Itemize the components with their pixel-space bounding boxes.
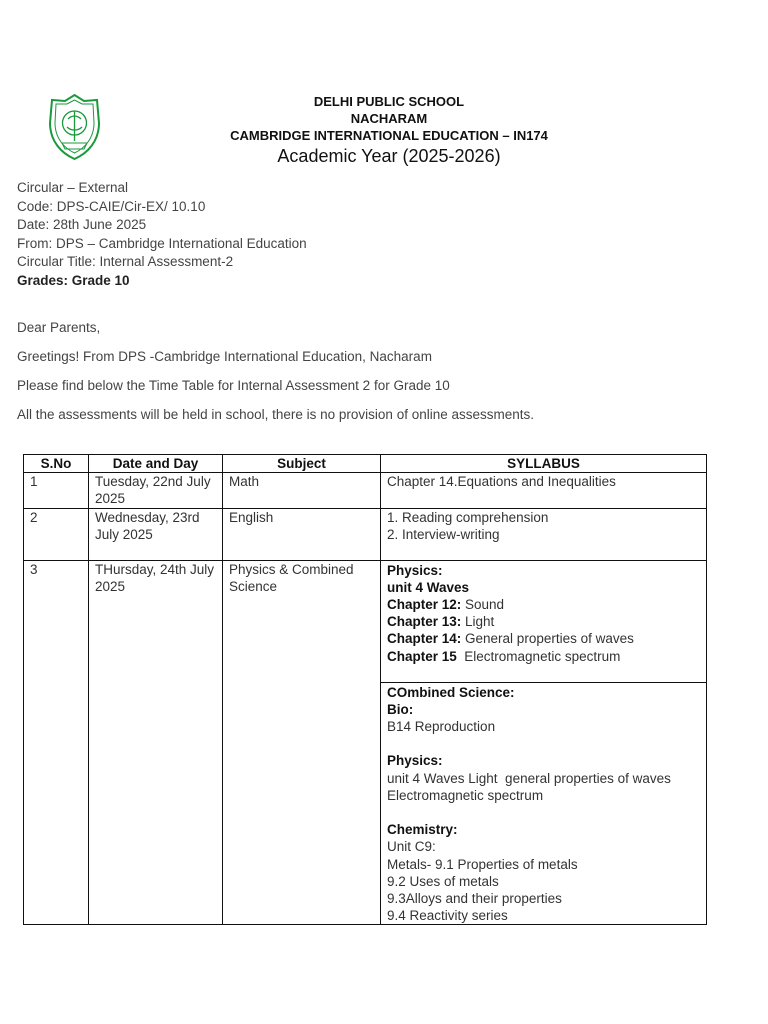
bio-label: Bio:	[387, 701, 414, 717]
bio-text: B14 Reproduction	[387, 719, 496, 735]
cell-sno: 1	[24, 473, 89, 508]
circular-title: Circular Title: Internal Assessment-2	[17, 254, 234, 270]
physics-heading: Physics:	[387, 562, 443, 578]
header-syllabus: SYLLABUS	[381, 455, 707, 473]
cell-syllabus	[381, 473, 707, 508]
chemistry-line: Metals- 9.1 Properties of metals	[387, 856, 578, 872]
combined-heading: COmbined Science:	[387, 684, 515, 700]
combined-physics-label: Physics:	[387, 753, 443, 769]
chemistry-label: Chemistry:	[387, 822, 458, 838]
greeting: Greetings! From DPS -Cambridge International Education, Nacharam	[17, 349, 432, 364]
table-row	[24, 508, 707, 560]
school-header	[200, 93, 578, 168]
circular-grades: Grades: Grade 10	[17, 272, 130, 288]
assessment-note: All the assessments will be held in school, there is no provision of online assessments.	[17, 407, 535, 422]
syllabus-line: Chapter 14.Equations and Inequalities	[387, 474, 616, 490]
cell-sno: 3	[24, 560, 89, 925]
school-crest-logo	[48, 93, 101, 161]
circular-code: Code: DPS-CAIE/Cir-EX/ 10.10	[17, 198, 206, 214]
cell-date: Tuesday, 22nd July 2025	[89, 473, 223, 508]
school-name: DELHI PUBLIC SCHOOL	[313, 94, 465, 109]
cell-syllabus-combined	[381, 682, 707, 925]
salutation: Dear Parents,	[17, 320, 101, 335]
chapter-line: Chapter 13: Light	[387, 614, 495, 630]
chapter-line: Chapter 12: Sound	[387, 597, 505, 613]
physics-unit: unit 4 Waves	[387, 579, 470, 595]
cell-syllabus	[381, 508, 707, 560]
chemistry-line: Unit C9:	[387, 839, 436, 855]
combined-physics-text: Electromagnetic spectrum	[387, 787, 544, 803]
circular-from: From: DPS – Cambridge International Education	[17, 235, 307, 251]
circular-type: Circular – External	[17, 180, 129, 195]
table-row	[24, 560, 707, 682]
chemistry-line: 9.3Alloys and their properties	[387, 891, 562, 907]
table-row	[24, 473, 707, 508]
chemistry-line: 9.4 Reactivity series	[387, 908, 508, 924]
header-sno: S.No	[24, 455, 89, 473]
cell-subject: Physics & Combined Science	[223, 560, 381, 925]
school-location: NACHARAM	[350, 111, 428, 126]
chapter-line: Chapter 14: General properties of waves	[387, 631, 634, 647]
syllabus-line: 1. Reading comprehension	[387, 509, 549, 525]
header-subject: Subject	[223, 455, 381, 473]
circular-date: Date: 28th June 2025	[17, 217, 147, 233]
chapter-line: Chapter 15 Electromagnetic spectrum	[387, 648, 621, 664]
cell-sno: 2	[24, 508, 89, 560]
combined-physics-text: unit 4 Waves Light general properties of waves	[387, 770, 671, 786]
school-program: CAMBRIDGE INTERNATIONAL EDUCATION – IN174	[230, 128, 548, 143]
cell-syllabus-physics	[381, 560, 707, 682]
circular-meta	[17, 179, 307, 291]
syllabus-line: 2. Interview-writing	[387, 526, 500, 542]
table-header-row	[24, 455, 707, 473]
timetable	[23, 454, 707, 925]
cell-date: THursday, 24th July 2025	[89, 560, 223, 925]
academic-year: Academic Year (2025-2026)	[277, 146, 501, 166]
cell-subject: English	[223, 508, 381, 560]
cell-date: Wednesday, 23rd July 2025	[89, 508, 223, 560]
header-date: Date and Day	[89, 455, 223, 473]
cell-subject: Math	[223, 473, 381, 508]
letter-body	[17, 319, 534, 424]
intro-text: Please find below the Time Table for Internal Assessment 2 for Grade 10	[17, 378, 450, 393]
chemistry-line: 9.2 Uses of metals	[387, 873, 499, 889]
